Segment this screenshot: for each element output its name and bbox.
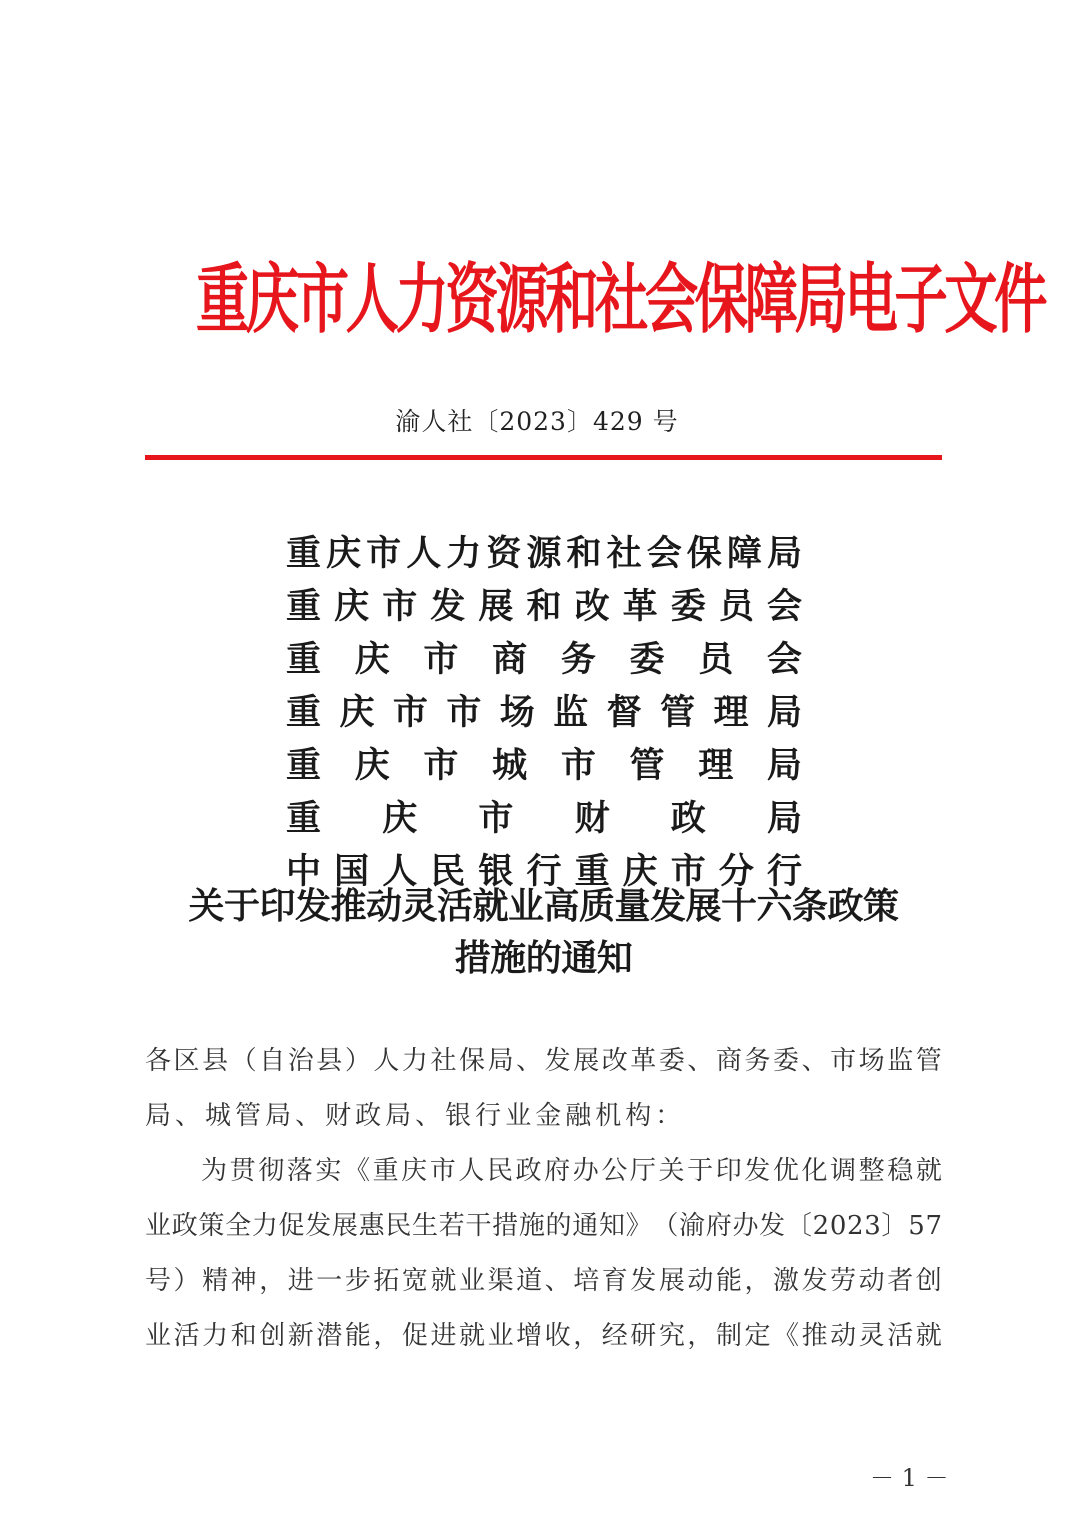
issuer-line: 重 庆 市 财 政 局 xyxy=(286,798,802,839)
red-separator-line xyxy=(145,455,942,460)
body-line: 号 ） 精 神 ， 进 一 步 拓 宽 就 业 渠 道 、 培 育 发 展 动 能 ， 激 发 劳 动 者 创 xyxy=(145,1266,942,1296)
body-line: 业 活 力 和 创 新 潜 能 ， 促 进 就 业 增 收 ， 经 研 究 ， 制 定 《 推 动 灵 活 就 xyxy=(145,1321,942,1351)
body-line: 为 贯 彻 落 实 《 重 庆 市 人 民 政 府 办 公 厅 关 于 印 发 优 化 调 整 稳 就 xyxy=(201,1156,942,1186)
document-title xyxy=(145,880,942,984)
document-number: 渝人社〔2023〕429 号 xyxy=(395,407,679,436)
issuer-line: 重 庆 市 人 力 资 源 和 社 会 保 障 局 xyxy=(286,533,802,574)
body-text xyxy=(145,1034,942,1364)
page-number: － 1 － xyxy=(870,1464,949,1492)
issuer-line: 中 国 人 民 银 行 重 庆 市 分 行 xyxy=(286,851,802,892)
body-line: 业 政 策 全 力 促 发 展 惠 民 生 若 干 措 施 的 通 知 》 （ 渝 府 办 发 〔 2 0 2 3 〕 5 7 xyxy=(145,1211,942,1241)
title-line: 措施的通知 xyxy=(454,937,633,979)
issuer-line: 重 庆 市 发 展 和 改 革 委 员 会 xyxy=(286,586,802,627)
issuer-line: 重 庆 市 城 市 管 理 局 xyxy=(286,745,802,786)
document-masthead: 重庆市人力资源和社会保障局电子文件 xyxy=(196,254,1044,344)
issuing-authorities xyxy=(286,527,802,898)
issuer-line: 重 庆 市 商 务 委 员 会 xyxy=(286,639,802,680)
title-line: 关于印发推动灵活就业高质量发展十六条政策 xyxy=(188,885,899,927)
body-line: 局 、 城 管 局 、 财 政 局 、 银 行 业 金 融 机 构 ： xyxy=(145,1101,682,1131)
issuer-line: 重 庆 市 市 场 监 督 管 理 局 xyxy=(286,692,802,733)
body-line: 各 区 县 （ 自 治 县 ） 人 力 社 保 局 、 发 展 改 革 委 、 商 务 委 、 市 场 监 管 xyxy=(145,1046,942,1076)
